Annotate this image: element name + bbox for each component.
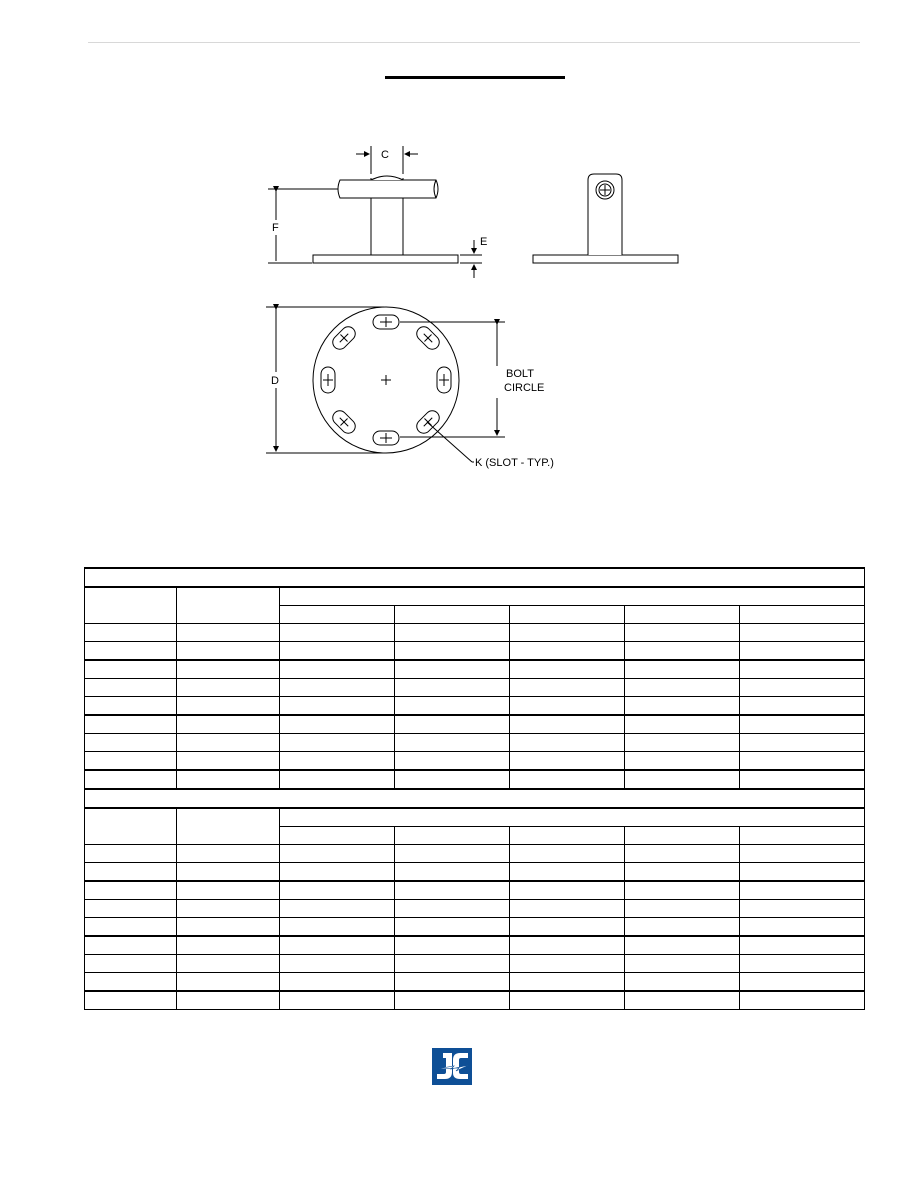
table-cell: [395, 752, 510, 771]
table-cell: [510, 734, 625, 752]
table-cell: [395, 642, 510, 661]
table-cell: [510, 973, 625, 992]
table-row: [85, 991, 865, 1010]
table-cell: [85, 697, 177, 716]
table-cell: [280, 642, 395, 661]
table-cell: [395, 973, 510, 992]
table-cell: [280, 955, 395, 973]
table-cell: [280, 863, 395, 882]
table-cell: [510, 900, 625, 918]
table-cell: [625, 679, 740, 697]
label-c: C: [381, 149, 389, 161]
table-cell: [395, 660, 510, 679]
table-row: [85, 624, 865, 642]
table-cell: [510, 881, 625, 900]
table-cell: [625, 973, 740, 992]
table-row: [85, 863, 865, 882]
header-cell: [177, 587, 280, 624]
table-cell: [85, 715, 177, 734]
subheader-cell: [740, 827, 865, 845]
table-cell: [280, 936, 395, 955]
table-cell: [280, 660, 395, 679]
dimension-bolt-circle: [400, 322, 505, 437]
table-cell: [85, 752, 177, 771]
table-cell: [510, 918, 625, 937]
table-cell: [740, 973, 865, 992]
slot-left: [321, 367, 335, 393]
table-cell: [177, 697, 280, 716]
table-cell: [85, 679, 177, 697]
table-cell: [625, 955, 740, 973]
table-cell: [177, 770, 280, 789]
table-cell: [85, 991, 177, 1010]
table-cell: [510, 863, 625, 882]
table-cell: [177, 752, 280, 771]
table-cell: [625, 715, 740, 734]
table-cell: [280, 918, 395, 937]
table-cell: [395, 845, 510, 863]
table-cell: [280, 881, 395, 900]
table-cell: [85, 863, 177, 882]
label-e: E: [480, 236, 488, 248]
table-cell: [740, 660, 865, 679]
table-cell: [625, 642, 740, 661]
section-title-cell: [85, 568, 865, 587]
table-row: [85, 936, 865, 955]
table-cell: [280, 715, 395, 734]
table-cell: [395, 679, 510, 697]
table-cell: [625, 900, 740, 918]
table-cell: [625, 863, 740, 882]
table-cell: [510, 770, 625, 789]
table-cell: [280, 679, 395, 697]
table-header-row: [85, 808, 865, 827]
table-cell: [740, 900, 865, 918]
subheader-cell: [625, 606, 740, 624]
subheader-cell: [625, 827, 740, 845]
table-cell: [740, 697, 865, 716]
label-f: F: [272, 222, 279, 234]
table-row: [85, 845, 865, 863]
table-cell: [177, 845, 280, 863]
table-cell: [85, 955, 177, 973]
table-cell: [280, 752, 395, 771]
subheader-cell: [395, 827, 510, 845]
subheader-cell: [510, 606, 625, 624]
subheader-cell: [740, 606, 865, 624]
table-cell: [177, 955, 280, 973]
table-cell: [280, 991, 395, 1010]
subheader-cell: [280, 606, 395, 624]
table-header-row: [85, 587, 865, 606]
table-cell: [740, 918, 865, 937]
technical-drawing: [0, 0, 918, 500]
table-cell: [740, 752, 865, 771]
table-cell: [395, 863, 510, 882]
subheader-cell: [510, 827, 625, 845]
table-cell: [510, 955, 625, 973]
header-cell: [85, 808, 177, 845]
table-cell: [625, 624, 740, 642]
table-cell: [280, 697, 395, 716]
table-cell: [177, 881, 280, 900]
table-cell: [395, 991, 510, 1010]
table-cell: [177, 936, 280, 955]
table-cell: [395, 918, 510, 937]
table-cell: [280, 845, 395, 863]
dimension-e: [460, 240, 482, 278]
subheader-cell: [395, 606, 510, 624]
table-cell: [177, 660, 280, 679]
table-cell: [510, 660, 625, 679]
header-cell: [177, 808, 280, 845]
table-cell: [280, 624, 395, 642]
table-cell: [740, 881, 865, 900]
table-cell: [85, 624, 177, 642]
table-cell: [740, 715, 865, 734]
table-cell: [280, 734, 395, 752]
table-cell: [85, 936, 177, 955]
table-cell: [740, 863, 865, 882]
company-logo: [432, 1048, 472, 1085]
table-section-title-row: [85, 568, 865, 587]
table-cell: [740, 642, 865, 661]
table-cell: [85, 660, 177, 679]
subheader-cell: [280, 827, 395, 845]
table-row: [85, 752, 865, 771]
table-cell: [280, 770, 395, 789]
table-cell: [625, 991, 740, 1010]
table-cell: [395, 734, 510, 752]
table-cell: [395, 955, 510, 973]
slot-right: [437, 367, 451, 393]
table-cell: [510, 679, 625, 697]
table-cell: [280, 900, 395, 918]
table-cell: [85, 734, 177, 752]
table-cell: [177, 900, 280, 918]
table-cell: [625, 660, 740, 679]
table-cell: [625, 697, 740, 716]
table-cell: [740, 955, 865, 973]
table-cell: [395, 900, 510, 918]
table-row: [85, 881, 865, 900]
label-bolt: BOLT: [506, 368, 534, 380]
table-cell: [625, 752, 740, 771]
table-cell: [510, 991, 625, 1010]
table-cell: [177, 863, 280, 882]
table-cell: [395, 715, 510, 734]
table-cell: [625, 734, 740, 752]
table-cell: [395, 936, 510, 955]
table-row: [85, 973, 865, 992]
table-cell: [510, 624, 625, 642]
table-row: [85, 715, 865, 734]
header-group-cell: [280, 587, 865, 606]
table-cell: [510, 752, 625, 771]
table-cell: [177, 624, 280, 642]
table-cell: [510, 845, 625, 863]
table-cell: [510, 697, 625, 716]
table-cell: [85, 770, 177, 789]
section-title-cell: [85, 789, 865, 808]
table-row: [85, 660, 865, 679]
slot-top: [373, 315, 399, 329]
table-cell: [625, 881, 740, 900]
table-cell: [740, 936, 865, 955]
table-cell: [395, 697, 510, 716]
table-cell: [177, 918, 280, 937]
table-cell: [510, 936, 625, 955]
table-row: [85, 955, 865, 973]
table-row: [85, 770, 865, 789]
table-cell: [625, 845, 740, 863]
table-cell: [177, 734, 280, 752]
table-cell: [177, 973, 280, 992]
table-cell: [510, 642, 625, 661]
table-cell: [85, 918, 177, 937]
table-section-title-row: [85, 789, 865, 808]
table-cell: [625, 770, 740, 789]
label-d: D: [271, 375, 279, 387]
table-row: [85, 734, 865, 752]
table-cell: [625, 918, 740, 937]
table-cell: [740, 679, 865, 697]
table-cell: [85, 900, 177, 918]
table-cell: [177, 991, 280, 1010]
table-cell: [740, 624, 865, 642]
table-cell: [625, 936, 740, 955]
table-row: [85, 679, 865, 697]
header-cell: [85, 587, 177, 624]
table-cell: [740, 770, 865, 789]
table-cell: [177, 715, 280, 734]
slot-leader: [427, 422, 472, 462]
table-cell: [395, 770, 510, 789]
table-row: [85, 642, 865, 661]
header-group-cell: [280, 808, 865, 827]
label-slot: K (SLOT - TYP.): [475, 457, 554, 469]
table-cell: [177, 679, 280, 697]
table-row: [85, 697, 865, 716]
slot-bottom: [373, 431, 399, 445]
table-cell: [740, 991, 865, 1010]
table-cell: [85, 973, 177, 992]
table-cell: [740, 845, 865, 863]
table-cell: [740, 734, 865, 752]
table-cell: [177, 642, 280, 661]
table-row: [85, 900, 865, 918]
side-view: [533, 174, 678, 263]
dimension-table: [84, 567, 865, 1010]
table-row: [85, 918, 865, 937]
table-cell: [395, 881, 510, 900]
table-cell: [85, 845, 177, 863]
table-cell: [510, 715, 625, 734]
table-cell: [85, 881, 177, 900]
table-cell: [280, 973, 395, 992]
table-cell: [395, 624, 510, 642]
label-circle: CIRCLE: [504, 382, 545, 394]
table-cell: [85, 642, 177, 661]
